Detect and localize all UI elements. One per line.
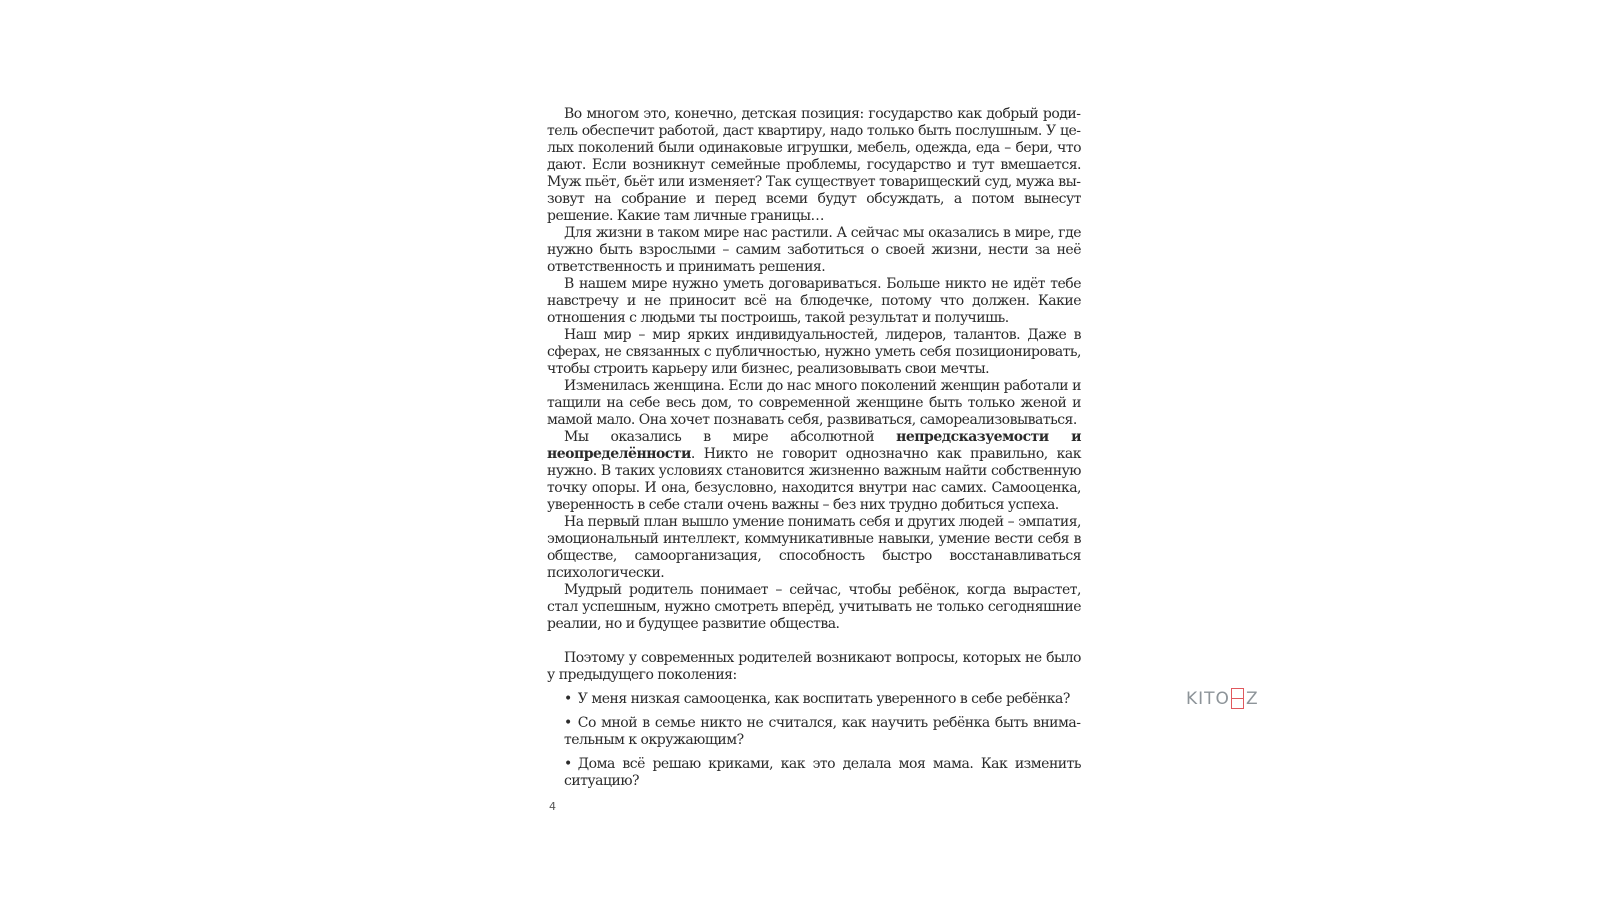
paragraph: На первый план вышло умение понимать себя и других людей – эмпатия, эмоциональный интеллект, коммуникативные навыки, умение вести себя в обществе, самоорганизация, способность быстро восстанавливаться психологически. — [547, 514, 1081, 581]
list-item-text: Дома всё решаю криками, как это делала моя мама. Как изменить ситуацию? — [564, 756, 1081, 789]
paragraph: В нашем мире нужно уметь договариваться. Больше никто не идёт тебе навстречу и не приносит всё на блюдечке, потому что должен. Какие отношения с людьми ты построишь, такой результат и получишь. — [547, 276, 1081, 326]
paragraph: Наш мир – мир ярких индивидуальностей, лидеров, талантов. Даже в сферах, не связанных с публичностью, нужно уметь себя позиционировать, чтобы строить карьеру или бизнес, реализовывать свои мечты. — [547, 327, 1081, 377]
paragraph: Во многом это, конечно, детская позиция: государство как добрый родитель обеспечит работой, даст квартиру, надо только быть послушным. У целых поколений были одинаковые игрушки, мебель, одежда, еда – бери, что дают. Если возникнут семейные проблемы, государство и тут вмешается. Муж пьёт, бьёт или изменяет? Так существует товарищеский суд, мужа вызовут на собрание и перед всеми будут обсуждать, а потом вынесут решение. Какие там личные границы… — [547, 106, 1081, 224]
paragraph-gap — [547, 633, 1081, 650]
paragraph — [547, 429, 1081, 514]
paragraph: Мудрый родитель понимает – сейчас, чтобы ребёнок, когда вырастет, стал успешным, нужно смотреть вперёд, учитывать не только сегодняшние реалии, но и будущее развитие общества. — [547, 582, 1081, 632]
paragraph: Поэтому у современных родителей возникают вопросы, которых не было у предыдущего поколения: — [547, 650, 1081, 683]
bullet-icon: • — [564, 715, 572, 731]
list-item-text: Со мной в семье никто не считался, как научить ребёнка быть внимательным к окружающим? — [564, 715, 1081, 748]
bold-phrase: непредсказуемости и неопределённости — [547, 429, 1081, 462]
list-item-text: У меня низкая самооценка, как воспитать уверенного в себе ребёнка? — [577, 691, 1070, 707]
list-item — [564, 715, 1081, 749]
question-list — [547, 691, 1081, 790]
page-body — [547, 106, 1081, 790]
list-item — [564, 691, 1081, 708]
bullet-icon: • — [564, 691, 572, 707]
logo-text-right: Z — [1245, 688, 1259, 709]
paragraph: Изменилась женщина. Если до нас много поколений женщин работали и тащили на себе весь дом, то современной женщине быть только женой и мамой мало. Она хочет познавать себя, развиваться, самореализовываться. — [547, 378, 1081, 428]
logo-book-icon — [1231, 688, 1244, 709]
paragraph: Для жизни в таком мире нас растили. А сейчас мы оказались в мире, где нужно быть взрослыми – самим заботиться о своей жизни, нести за неё ответственность и принимать решения. — [547, 225, 1081, 275]
page-number: 4 — [549, 800, 556, 813]
watermark-logo — [1186, 688, 1259, 709]
paragraph-text: . Никто не говорит однозначно как правильно, как нужно. В таких условиях становится жизненно важным найти собственную точку опоры. И она, безусловно, находится внутри нас самих. Самооценка, уверенность в себе стали очень важны – без них трудно добиться успеха. — [547, 446, 1081, 513]
bullet-icon: • — [564, 756, 572, 772]
logo-text-left: KITO — [1186, 688, 1230, 709]
list-item — [564, 756, 1081, 790]
paragraph-text: Мы оказались в мире абсолютной — [564, 429, 897, 445]
